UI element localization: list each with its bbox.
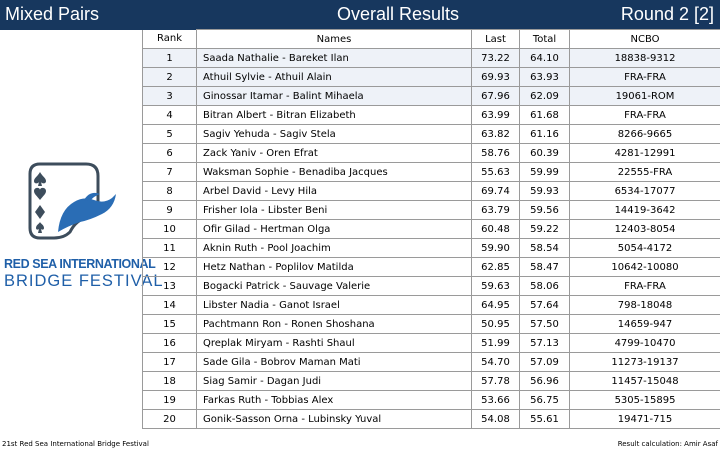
table-row — [143, 372, 720, 391]
total-score-cell: 63.93 — [520, 68, 570, 87]
last-score-cell: 58.76 — [472, 144, 520, 163]
table-row — [143, 353, 720, 372]
names-cell: Libster Nadia - Ganot Israel — [197, 296, 472, 315]
names-cell: Frisher Iola - Libster Beni — [197, 201, 472, 220]
total-score-cell: 59.22 — [520, 220, 570, 239]
last-score-cell: 73.22 — [472, 49, 520, 68]
rank-cell: 6 — [143, 144, 197, 163]
ncbo-cell: 8266-9665 — [570, 125, 720, 144]
table-row — [143, 68, 720, 87]
ncbo-cell: 19471-715 — [570, 410, 720, 429]
ncbo-cell: 11273-19137 — [570, 353, 720, 372]
total-score-cell: 60.39 — [520, 144, 570, 163]
total-score-cell: 56.75 — [520, 391, 570, 410]
names-cell: Siag Samir - Dagan Judi — [197, 372, 472, 391]
header-bar — [0, 0, 720, 30]
ncbo-cell: 22555-FRA — [570, 163, 720, 182]
ncbo-cell: 6534-17077 — [570, 182, 720, 201]
column-header-ncbo: NCBO — [570, 30, 720, 49]
column-header-rank: Rank — [143, 30, 197, 49]
rank-cell: 12 — [143, 258, 197, 277]
rank-cell: 1 — [143, 49, 197, 68]
ncbo-cell: 4799-10470 — [570, 334, 720, 353]
ncbo-cell: 11457-15048 — [570, 372, 720, 391]
names-cell: Pachtmann Ron - Ronen Shoshana — [197, 315, 472, 334]
table-row — [143, 87, 720, 106]
last-score-cell: 54.70 — [472, 353, 520, 372]
ncbo-cell: 10642-10080 — [570, 258, 720, 277]
names-cell: Qreplak Miryam - Rashti Shaul — [197, 334, 472, 353]
logo-text-line2: BRIDGE FESTIVAL — [4, 272, 164, 290]
ncbo-cell: 798-18048 — [570, 296, 720, 315]
ncbo-cell: FRA-FRA — [570, 277, 720, 296]
ncbo-cell: 19061-ROM — [570, 87, 720, 106]
last-score-cell: 63.99 — [472, 106, 520, 125]
names-cell: Aknin Ruth - Pool Joachim — [197, 239, 472, 258]
names-cell: Ginossar Itamar - Balint Mihaela — [197, 87, 472, 106]
table-row — [143, 144, 720, 163]
rank-cell: 3 — [143, 87, 197, 106]
logo-text-line1: RED SEA INTERNATIONAL — [4, 257, 156, 271]
ncbo-cell: 12403-8054 — [570, 220, 720, 239]
last-score-cell: 57.78 — [472, 372, 520, 391]
last-score-cell: 63.79 — [472, 201, 520, 220]
ncbo-cell: 5305-15895 — [570, 391, 720, 410]
event-category-title: Mixed Pairs — [5, 4, 100, 24]
total-score-cell: 58.47 — [520, 258, 570, 277]
table-row — [143, 201, 720, 220]
names-cell: Sade Gila - Bobrov Maman Mati — [197, 353, 472, 372]
rank-cell: 10 — [143, 220, 197, 239]
rank-cell: 15 — [143, 315, 197, 334]
rank-cell: 5 — [143, 125, 197, 144]
last-score-cell: 67.96 — [472, 87, 520, 106]
names-cell: Waksman Sophie - Benadiba Jacques — [197, 163, 472, 182]
ncbo-cell: 14419-3642 — [570, 201, 720, 220]
round-indicator: Round 2 [2] — [620, 4, 714, 24]
table-row — [143, 410, 720, 429]
footer-credit: Result calculation: Amir Asaf — [617, 440, 718, 448]
total-score-cell: 55.61 — [520, 410, 570, 429]
table-row — [143, 239, 720, 258]
rank-cell: 19 — [143, 391, 197, 410]
names-cell: Saada Nathalie - Bareket Ilan — [197, 49, 472, 68]
last-score-cell: 69.74 — [472, 182, 520, 201]
last-score-cell: 63.82 — [472, 125, 520, 144]
names-cell: Gonik-Sasson Orna - Lubinsky Yuval — [197, 410, 472, 429]
total-score-cell: 56.96 — [520, 372, 570, 391]
results-table — [142, 29, 720, 429]
ncbo-cell: 5054-4172 — [570, 239, 720, 258]
names-cell: Athuil Sylvie - Athuil Alain — [197, 68, 472, 87]
ncbo-cell: FRA-FRA — [570, 68, 720, 87]
total-score-cell: 59.99 — [520, 163, 570, 182]
last-score-cell: 53.66 — [472, 391, 520, 410]
footer-event-name: 21st Red Sea International Bridge Festival — [2, 440, 149, 448]
table-row — [143, 182, 720, 201]
table-row — [143, 49, 720, 68]
total-score-cell: 61.16 — [520, 125, 570, 144]
total-score-cell: 62.09 — [520, 87, 570, 106]
last-score-cell: 62.85 — [472, 258, 520, 277]
ncbo-cell: FRA-FRA — [570, 106, 720, 125]
last-score-cell: 51.99 — [472, 334, 520, 353]
table-row — [143, 220, 720, 239]
total-score-cell: 57.09 — [520, 353, 570, 372]
rank-cell: 20 — [143, 410, 197, 429]
results-title: Overall Results — [337, 4, 460, 24]
ncbo-cell: 14659-947 — [570, 315, 720, 334]
card-suits-logo-icon — [24, 160, 120, 240]
names-cell: Zack Yaniv - Oren Efrat — [197, 144, 472, 163]
rank-cell: 8 — [143, 182, 197, 201]
column-header-total: Total — [520, 30, 570, 49]
table-row — [143, 277, 720, 296]
table-row — [143, 334, 720, 353]
table-row — [143, 125, 720, 144]
names-cell: Ofir Gilad - Hertman Olga — [197, 220, 472, 239]
total-score-cell: 64.10 — [520, 49, 570, 68]
last-score-cell: 50.95 — [472, 315, 520, 334]
table-row — [143, 163, 720, 182]
table-row — [143, 106, 720, 125]
rank-cell: 17 — [143, 353, 197, 372]
total-score-cell: 59.56 — [520, 201, 570, 220]
total-score-cell: 58.54 — [520, 239, 570, 258]
names-cell: Farkas Ruth - Tobbias Alex — [197, 391, 472, 410]
rank-cell: 16 — [143, 334, 197, 353]
names-cell: Arbel David - Levy Hila — [197, 182, 472, 201]
table-row — [143, 258, 720, 277]
results-table-body — [143, 49, 720, 429]
total-score-cell: 57.13 — [520, 334, 570, 353]
last-score-cell: 69.93 — [472, 68, 520, 87]
rank-cell: 18 — [143, 372, 197, 391]
total-score-cell: 59.93 — [520, 182, 570, 201]
table-row — [143, 296, 720, 315]
total-score-cell: 57.50 — [520, 315, 570, 334]
table-row — [143, 391, 720, 410]
last-score-cell: 59.90 — [472, 239, 520, 258]
rank-cell: 4 — [143, 106, 197, 125]
column-header-names: Names — [197, 30, 472, 49]
names-cell: Bitran Albert - Bitran Elizabeth — [197, 106, 472, 125]
ncbo-cell: 4281-12991 — [570, 144, 720, 163]
names-cell: Sagiv Yehuda - Sagiv Stela — [197, 125, 472, 144]
total-score-cell: 58.06 — [520, 277, 570, 296]
rank-cell: 2 — [143, 68, 197, 87]
rank-cell: 7 — [143, 163, 197, 182]
names-cell: Hetz Nathan - Poplilov Matilda — [197, 258, 472, 277]
last-score-cell: 55.63 — [472, 163, 520, 182]
ncbo-cell: 18838-9312 — [570, 49, 720, 68]
rank-cell: 11 — [143, 239, 197, 258]
rank-cell: 13 — [143, 277, 197, 296]
rank-cell: 14 — [143, 296, 197, 315]
last-score-cell: 64.95 — [472, 296, 520, 315]
table-header-row — [143, 30, 720, 49]
names-cell: Bogacki Patrick - Sauvage Valerie — [197, 277, 472, 296]
last-score-cell: 59.63 — [472, 277, 520, 296]
column-header-last: Last — [472, 30, 520, 49]
table-row — [143, 315, 720, 334]
total-score-cell: 57.64 — [520, 296, 570, 315]
total-score-cell: 61.68 — [520, 106, 570, 125]
rank-cell: 9 — [143, 201, 197, 220]
last-score-cell: 54.08 — [472, 410, 520, 429]
last-score-cell: 60.48 — [472, 220, 520, 239]
festival-logo — [0, 160, 164, 290]
